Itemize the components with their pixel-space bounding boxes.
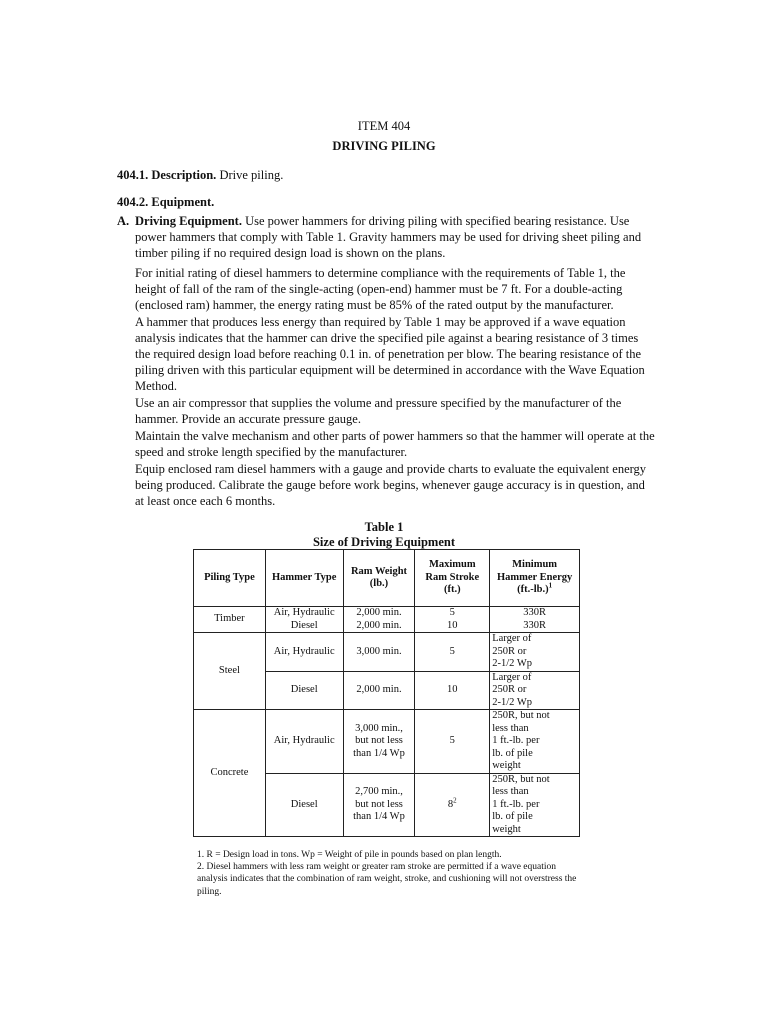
cell-ram: 3,000 min. [343,633,415,672]
header-hammer-type: Hammer Type [265,550,343,607]
cell-stroke: 10 [415,620,490,633]
cell-energy: 330R [490,607,580,620]
table-row [194,710,580,774]
paragraph-text: Use power hammers for driving piling with specified bearing resistance. Use power hammers that comply with Table 1. Gravity hammers may be used for driving sheet piling and timber piling if no required design load is shown on the plans. [135,214,642,260]
cell-ram: 2,000 min. [343,607,415,620]
cell-energy: Larger of 250R or 2-1/2 Wp [490,671,580,710]
cell-energy: 330R [490,620,580,633]
header-ram-weight: Ram Weight (lb.) [343,550,415,607]
paragraph-6: Equip enclosed ram diesel hammers with a gauge and provide charts to evaluate the equivalent energy being produced. Calibrate the gauge before work begins, whenever gauge accuracy is in question, and at least once each 6 months. [135,462,647,508]
cell-hammer: Air, Hydraulic [265,633,343,672]
cell-hammer: Diesel [265,773,343,837]
section-number: 404.2. Equipment. [117,195,215,209]
cell-stroke-value: 8 [447,798,454,810]
cell-hammer: Air, Hydraulic [265,710,343,774]
group-timber: Timber [194,607,266,633]
subsection-heading: Driving Equipment. [135,214,242,228]
table-notes [197,849,577,898]
paragraph-3: A hammer that produces less energy than required by Table 1 may be approved if a wave equation analysis indicates that the hammer can drive the specified pile against a bearing resistance of 3 times the required design load before reaching 0.1 in. of penetration per blow. The bearing resistance of the piling driven with this particular equipment will be determined in accordance with the Wave Equation Method. [135,315,645,393]
table-row [194,607,580,620]
page-title: DRIVING PILING [332,139,436,153]
cell-energy: 250R, but not less than 1 ft.-lb. per lb. of pile weight [490,773,580,837]
paragraph-2: For initial rating of diesel hammers to determine compliance with the requirements of Table 1, the height of fall of the ram of the single-acting (open-end) hammer must be 7 ft. For a double-acting (enclosed ram) hammer, the energy rating must be 85% of the rated output by the manufacturer. [135,266,626,312]
cell-ram: 3,000 min., but not less than 1/4 Wp [343,710,415,774]
cell-ram: 2,000 min. [343,620,415,633]
paragraph-4: Use an air compressor that supplies the volume and pressure specified by the manufacturer of the hammer. Provide an accurate pressure gauge. [135,396,622,426]
cell-ram: 2,700 min., but not less than 1/4 Wp [343,773,415,837]
cell-hammer: Diesel [265,620,343,633]
cell-hammer: Diesel [265,671,343,710]
table-note: 1. R = Design load in tons. Wp = Weight of pile in pounds based on plan length. [197,850,502,860]
cell-stroke: 5 [415,633,490,672]
driving-equipment-table [193,549,580,837]
section-number: 404.1. Description. [117,168,217,182]
paragraph-5: Maintain the valve mechanism and other parts of power hammers so that the hammer will operate at the speed and stroke length specified by the manufacturer. [135,429,655,459]
footnote-ref: 1 [548,581,553,590]
cell-stroke [415,773,490,837]
table-subcaption: Size of Driving Equipment [312,535,456,549]
footnote-ref: 2 [453,796,457,804]
item-number: ITEM 404 [357,119,411,133]
cell-ram: 2,000 min. [343,671,415,710]
table-header-row [194,550,580,607]
table-caption: Table 1 [364,520,404,534]
subsection-letter: A. [117,214,130,228]
section-404-2 [117,194,214,210]
header-min-energy-text: Minimum Hammer Energy (ft.-lb.) [496,559,573,596]
header-max-stroke: Maximum Ram Stroke (ft.) [415,550,490,607]
paragraph-1 [135,213,655,261]
header-piling-type: Piling Type [194,550,266,607]
cell-energy: Larger of 250R or 2-1/2 Wp [490,633,580,672]
group-concrete: Concrete [194,710,266,837]
header-min-energy [490,550,580,607]
cell-energy: 250R, but not less than 1 ft.-lb. per lb. of pile weight [490,710,580,774]
section-404-1 [117,167,283,183]
table-row [194,633,580,672]
cell-stroke: 5 [415,607,490,620]
table-note: 2. Diesel hammers with less ram weight or greater ram stroke are permitted if a wave equation analysis indicates that the combination of ram weight, stroke, and cushioning will not overstress the piling. [197,862,577,897]
section-text: Drive piling. [216,168,284,182]
cell-stroke: 5 [415,710,490,774]
cell-hammer: Air, Hydraulic [265,607,343,620]
group-steel: Steel [194,633,266,710]
cell-stroke: 10 [415,671,490,710]
